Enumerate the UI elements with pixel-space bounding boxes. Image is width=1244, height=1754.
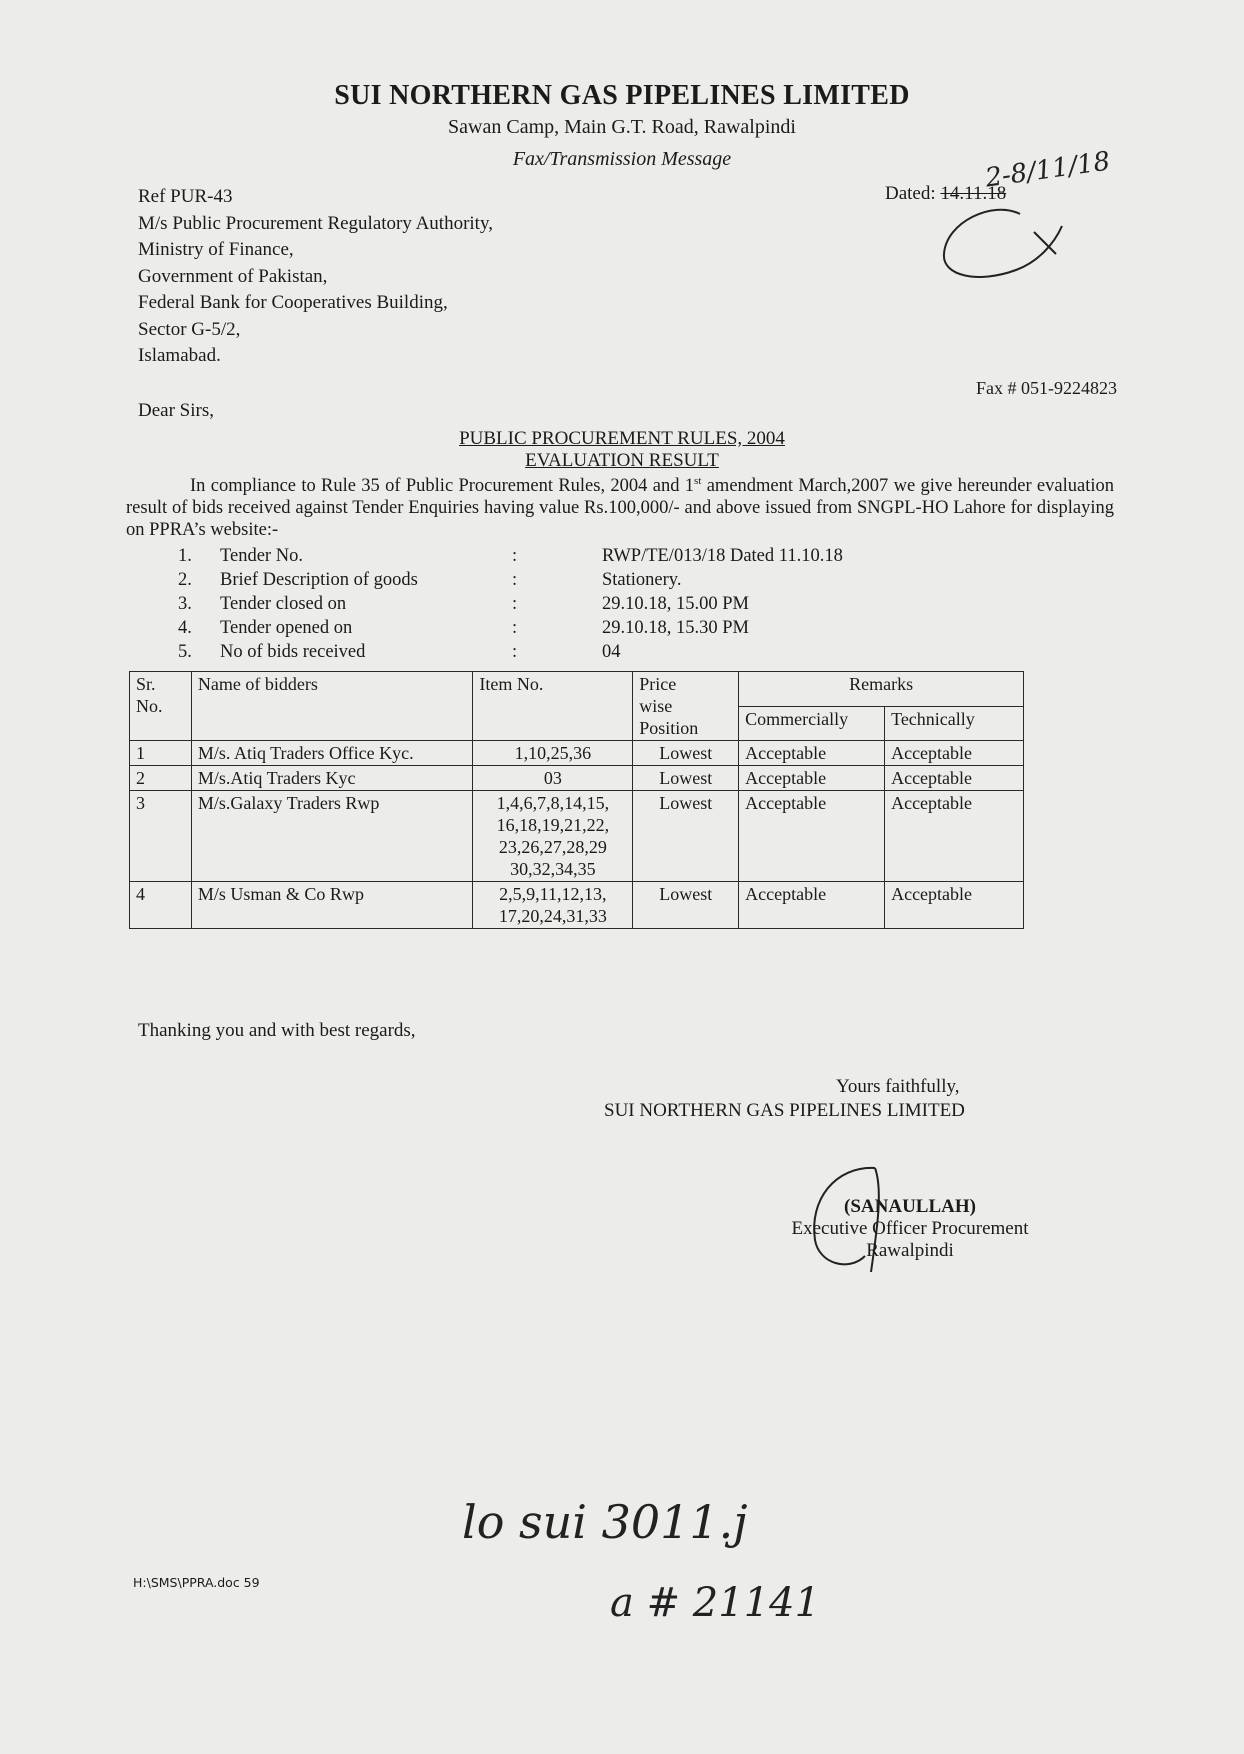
company-title: SUI NORTHERN GAS PIPELINES LIMITED (334, 80, 910, 111)
table-row: 3 M/s.Galaxy Traders Rwp 1,4,6,7,8,14,15, 16,18,19,21,22, 23,26,27,28,29 30,32,34,35 Lowest Acceptable Acceptable (130, 791, 1024, 882)
addressee-line: Islamabad. (138, 345, 221, 366)
header-item: Item No. (473, 672, 633, 741)
heading-evaluation: EVALUATION RESULT (525, 450, 719, 471)
closing-line: Thanking you and with best regards, (138, 1020, 416, 1041)
message-type: Fax/Transmission Message (512, 148, 732, 170)
reference: Ref PUR-43 (138, 186, 233, 207)
handwritten-note: a # 21141 (610, 1580, 821, 1626)
header-sr: Sr. No. (130, 672, 192, 741)
table-row: 1 M/s. Atiq Traders Office Kyc. 1,10,25,36 Lowest Acceptable Acceptable (130, 741, 1024, 766)
signatory-block (700, 1196, 1120, 1262)
heading-rules: PUBLIC PROCUREMENT RULES, 2004 (459, 428, 785, 449)
header-technically: Technically (885, 706, 1024, 741)
header-name: Name of bidders (191, 672, 472, 741)
signatory-title: Executive Officer Procurement (791, 1218, 1029, 1239)
company-address: Sawan Camp, Main G.T. Road, Rawalpindi (448, 116, 796, 138)
addressee-line: Government of Pakistan, (138, 265, 328, 287)
header-commercially: Commercially (739, 706, 885, 741)
addressee-line: M/s Public Procurement Regulatory Authority, (138, 212, 493, 234)
table-header-row (130, 672, 1024, 707)
signatory-name: (SANAULLAH) (844, 1196, 976, 1217)
header-remarks: Remarks (739, 672, 1024, 707)
initials-mark (938, 192, 1068, 302)
dated-label: Dated: (885, 183, 936, 204)
addressee-line: Ministry of Finance, (138, 239, 294, 260)
evaluation-table (129, 671, 1024, 929)
table-row: 2 M/s.Atiq Traders Kyc 03 Lowest Acceptable Acceptable (130, 766, 1024, 791)
handwritten-note: lo sui 3011.j (462, 1495, 748, 1549)
addressee-line: Federal Bank for Cooperatives Building, (138, 292, 448, 313)
addressee-block (138, 184, 493, 370)
file-reference: H:\SMS\PPRA.doc 59 (133, 1575, 260, 1590)
salutation: Dear Sirs, (138, 400, 214, 421)
table-row: 4 M/s Usman & Co Rwp 2,5,9,11,12,13, 17,20,24,31,33 Lowest Acceptable Acceptable (130, 882, 1024, 929)
header-price: Price wise Position (633, 672, 739, 741)
signatory-city: Rawalpindi (866, 1240, 954, 1261)
fax-number: Fax # 051-9224823 (976, 378, 1117, 398)
dated-value: 14.11.18 (940, 183, 1007, 204)
body-paragraph: In compliance to Rule 35 of Public Procurement Rules, 2004 and 1st amendment March,2007 we give hereunder evaluation result of bids received against Tender Enquiries having value Rs.100,000/- and above issued from SNGPL-HO Lahore for displaying on PPRA’s website:- (126, 475, 1114, 541)
handwritten-date: 2-8/11/18 (983, 146, 1113, 194)
addressee-line: Sector G-5/2, (138, 318, 241, 340)
